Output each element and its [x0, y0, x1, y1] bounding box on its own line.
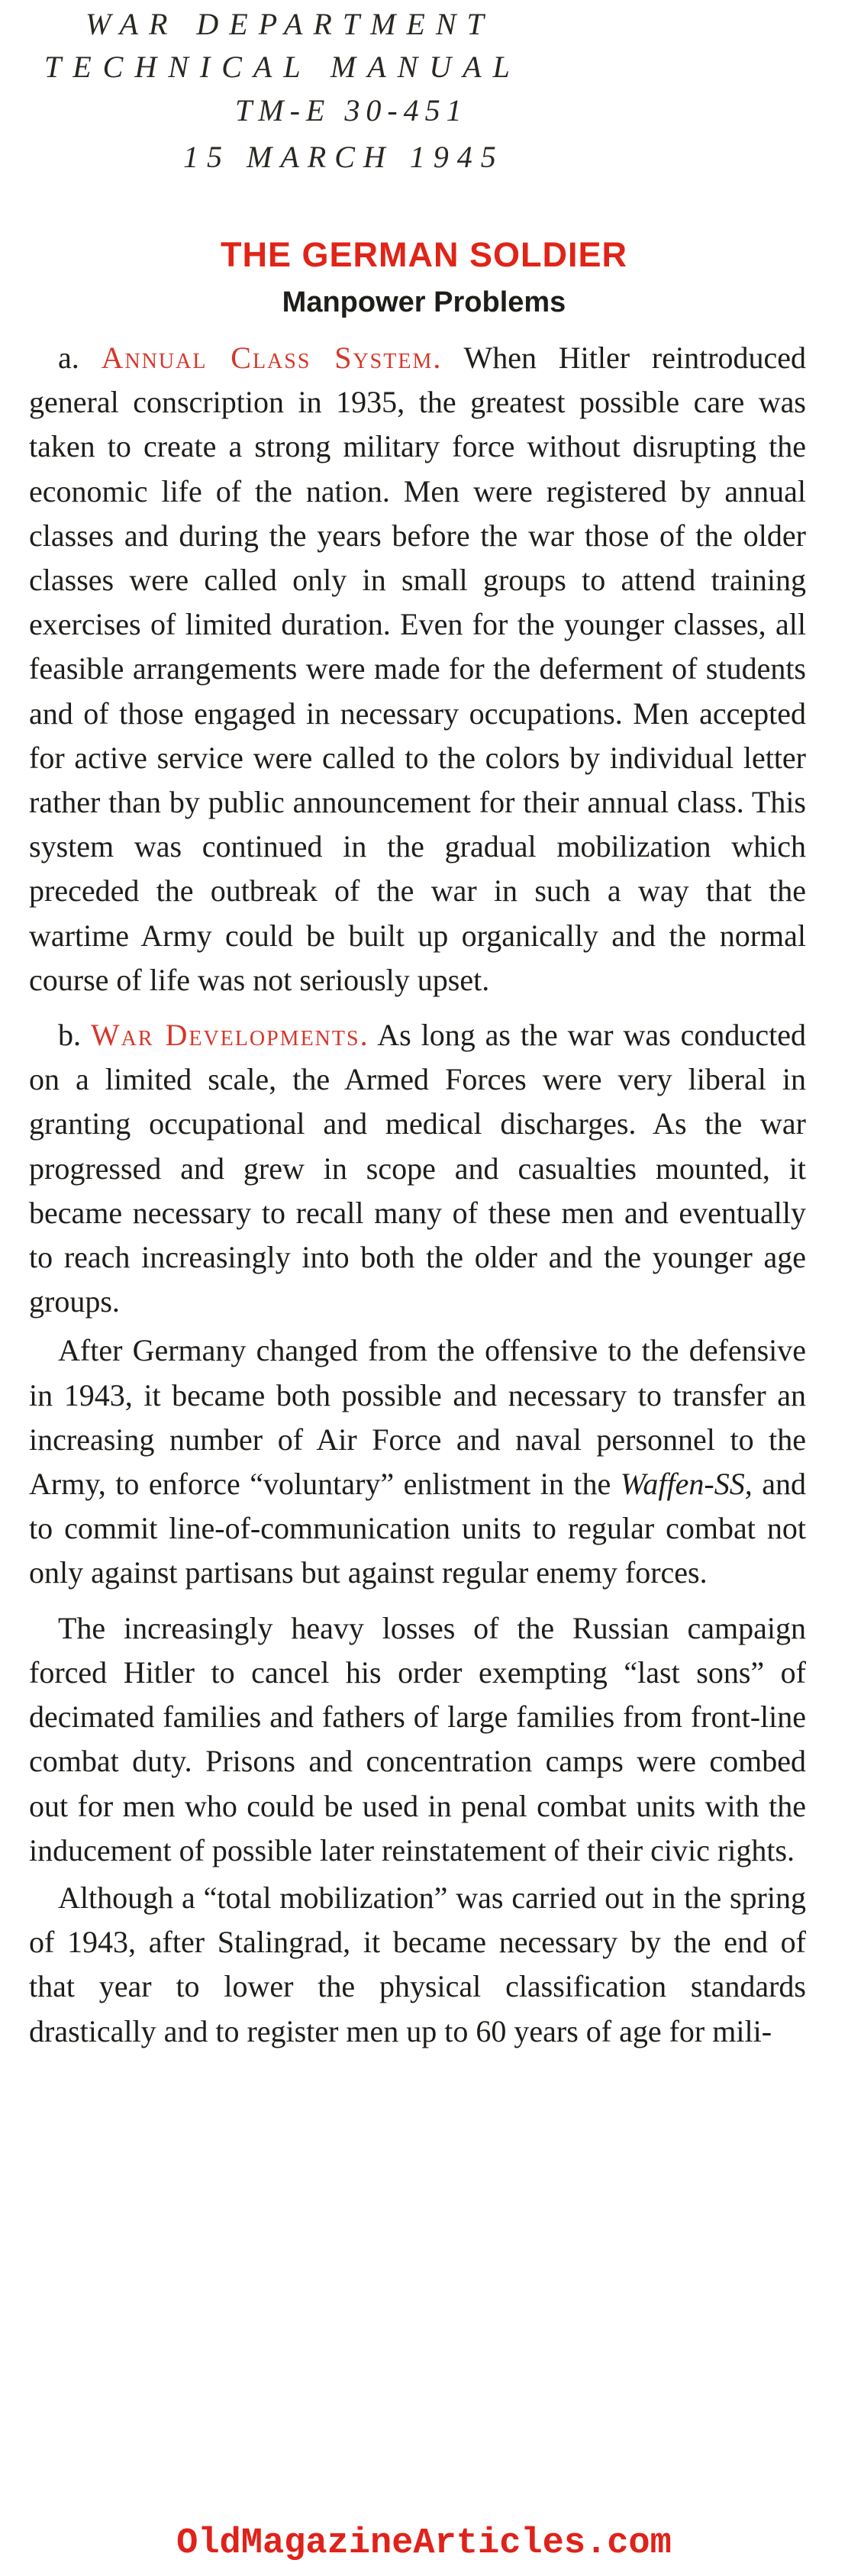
header-line-date: 15 MARCH 1945 [183, 140, 505, 174]
article-body [29, 336, 806, 2054]
paragraph-a [29, 336, 806, 1002]
header-line-number: TM-E 30-451 [235, 93, 468, 128]
article-subtitle: Manpower Problems [282, 286, 566, 318]
header-line-manual: TECHNICAL MANUAL [44, 50, 521, 84]
paragraph-defensive [29, 1328, 806, 1595]
section-a-heading: Annual Class System. [101, 341, 443, 375]
section-b-heading: War Developments. [90, 1018, 369, 1053]
paragraph-mobilization: Although a “total mobilization” was carried out in the spring of 1943, after Stalingrad, it became necessary by the end of that year to lower the physical classification standards drastically and to register men up to 60 years of age for mili- [29, 1880, 806, 2048]
section-b-label: b. [58, 1018, 81, 1053]
waffen-ss-term: Waffen-SS, [620, 1467, 753, 1502]
section-b-text: As long as the war was conducted on a limited scale, the Armed Forces were very liberal in granting occupational and medical discharges. As the war progressed and grew in scope and casualties mounted, it became necessary to recall many of these men and eventually to reach increasingly into both the older and the younger age groups. [29, 1018, 807, 1319]
article-title: THE GERMAN SOLDIER [220, 235, 628, 274]
section-a-label: a. [58, 341, 79, 375]
paragraph-b [29, 1013, 806, 1324]
paragraph-losses: The increasingly heavy losses of the Russian campaign forced Hitler to cancel his order exempting “last sons” of decimated families and fathers of large families from front-line combat duty. Prisons and concentration camps were combed out for men who could be used in penal combat units with the inducement of possible later reinstatement of their civic rights. [29, 1610, 806, 1867]
section-a-text: When Hitler reintroduced general conscription in 1935, the greatest possible care was taken to create a strong military force without disrupting the economic life of the nation. Men were registered by annual classes and during the years before the war those of the older classes were called only in small groups to attend training exercises of limited duration. Even for the younger classes, all feasible arrangements were made for the deferment of students and of those engaged in necessary occupations. Men accepted for active service were called to the colors by individual letter rather than by public announcement for their annual class. This system was continued in the gradual mobilization which preceded the outbreak of the war in such a way that the wartime Army could be built up organically and the normal course of life was not seriously upset. [29, 341, 807, 997]
header-line-department: WAR DEPARTMENT [85, 7, 495, 41]
document-header [0, 0, 848, 187]
paragraph-defensive-text-1: After Germany changed from the offensive to the defensive in 1943, it became both possible and necessary to transfer an increasing number of Air Force and naval personnel to the Army, to enforce “voluntary” enlistment in the [29, 1333, 806, 1502]
footer-site-credit: OldMagazineArticles.com [176, 2523, 672, 2564]
paragraph-defensive-text-2: and to commit line-of-communication units to regular combat not only against partisans but against regular enemy forces. [29, 1467, 806, 1590]
